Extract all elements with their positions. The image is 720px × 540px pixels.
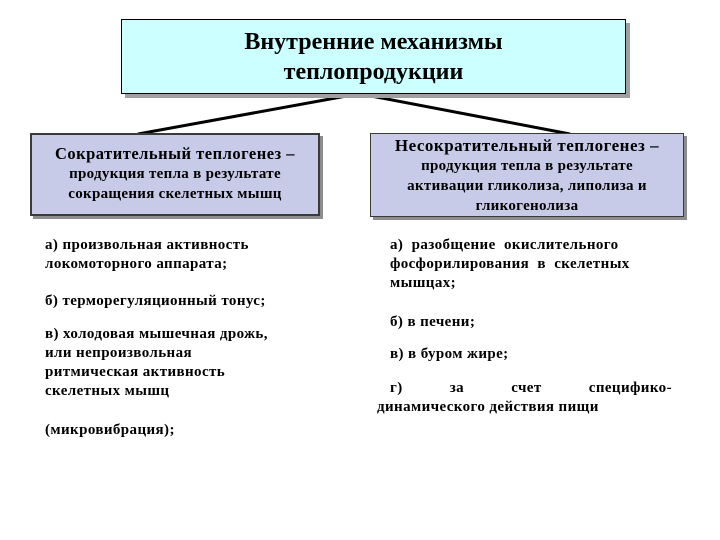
left-item-a-line1: а) произвольная активность	[45, 237, 249, 253]
main-title-line2: теплопродукции	[283, 59, 464, 85]
left-item-b	[45, 292, 266, 311]
right-item-a-line2: фосфорилирования в скелетных	[390, 256, 630, 272]
contractile-thermogenesis-box	[30, 133, 320, 216]
right-item-c-line1: в) в буром жире;	[390, 346, 509, 362]
right-item-d-word2: за	[449, 380, 465, 396]
left-item-c-line2: или непроизвольная	[45, 345, 193, 361]
right-item-a	[390, 236, 662, 293]
right-item-c	[390, 345, 509, 364]
contractile-sub-line2: сокращения скелетных мышц	[68, 186, 282, 202]
right-item-d-word4: специфико-	[588, 380, 672, 396]
right-item-a-line3: мышцах;	[390, 275, 457, 291]
contractile-sub-line1: продукция тепла в результате	[69, 166, 281, 182]
right-item-b	[390, 313, 475, 332]
connector-right	[366, 95, 570, 134]
contractile-heading: Сократительный теплогенез –	[54, 144, 296, 163]
main-title-box	[121, 19, 626, 94]
noncontractile-thermogenesis-box	[370, 133, 684, 217]
right-item-a-line1: а) разобщение окислительного	[390, 237, 619, 253]
right-item-b-line1: б) в печени;	[390, 314, 476, 330]
noncontractile-sub-line3: гликогенолиза	[475, 198, 579, 214]
noncontractile-heading: Несократительный теплогенез –	[394, 136, 660, 155]
left-item-a-line2: локомоторного аппарата;	[45, 256, 228, 272]
connector-left	[138, 95, 352, 134]
main-title-line1: Внутренние механизмы	[244, 29, 503, 55]
left-item-c-line3: ритмическая активность	[45, 364, 226, 380]
left-item-c-line1: в) холодовая мышечная дрожь,	[45, 326, 268, 342]
left-item-c	[45, 325, 268, 401]
left-item-a	[45, 236, 249, 274]
right-item-d	[377, 379, 672, 417]
noncontractile-sub-line2: активации гликолиза, липолиза и	[407, 178, 647, 194]
left-item-b-line1: б) терморегуляционный тонус;	[45, 293, 266, 309]
right-item-d-line2: динамического действия пищи	[377, 399, 599, 415]
right-item-d-word3: счет	[511, 380, 542, 396]
left-item-c-line4: скелетных мышц	[45, 383, 170, 399]
right-item-d-line1	[390, 379, 672, 398]
noncontractile-sub-line1: продукция тепла в результате	[421, 158, 633, 174]
left-item-d-line1: (микровибрация);	[45, 422, 175, 438]
left-item-d	[45, 421, 175, 440]
right-item-d-word1: г)	[390, 380, 403, 396]
